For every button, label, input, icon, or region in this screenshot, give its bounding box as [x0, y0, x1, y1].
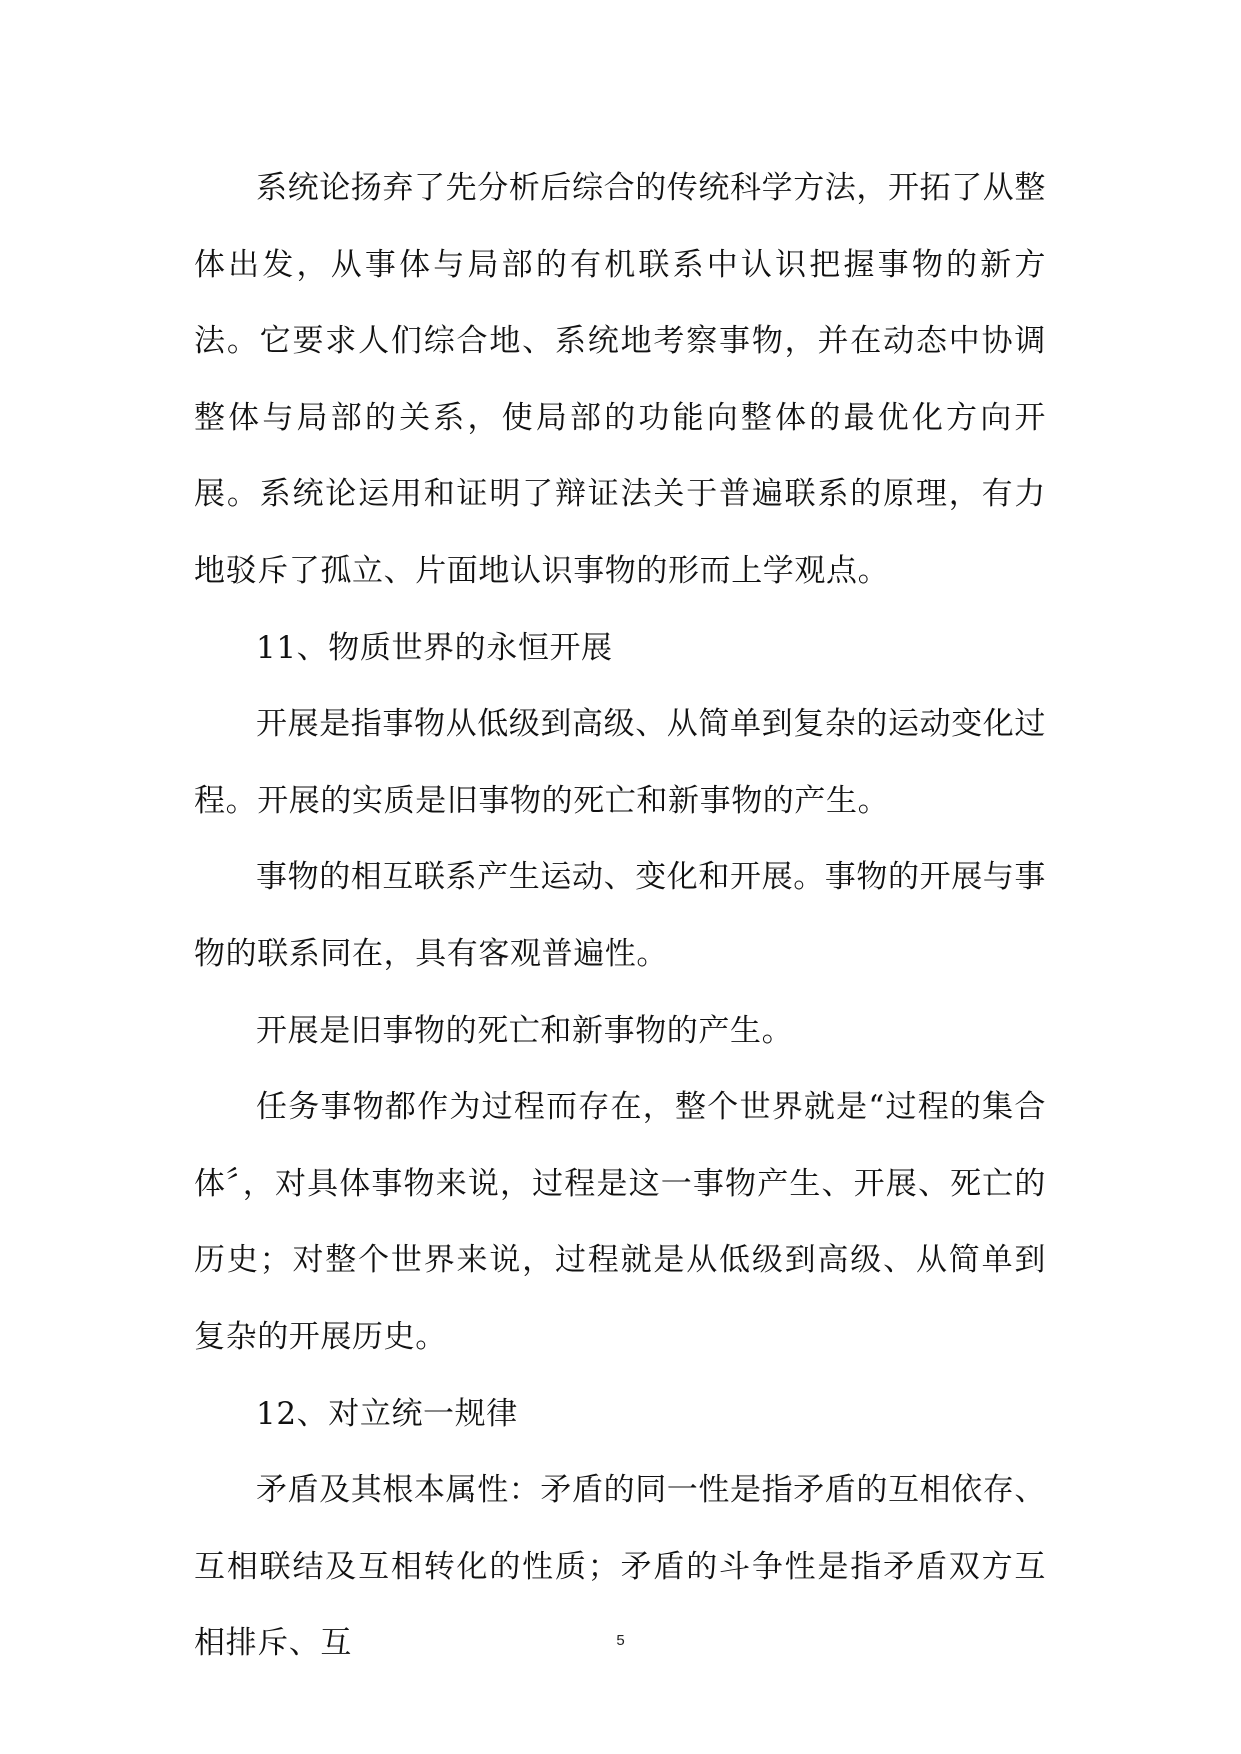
paragraph-process: 任务事物都作为过程而存在，整个世界就是“过程的集合体〞，对具体事物来说，过程是这一事物产生、开展、死亡的历史；对整个世界来说，过程就是从低级到高级、从简单到复杂的开展历史。 — [194, 1089, 1046, 1355]
paragraph-contradiction: 矛盾及其根本属性：矛盾的同一性是指矛盾的互相依存、互相联结及互相转化的性质；矛盾的斗争性是指矛盾双方互相排斥、互 — [194, 1472, 1046, 1662]
page-content — [194, 150, 1046, 1682]
paragraph-development-definition: 开展是指事物从低级到高级、从简单到复杂的运动变化过程。开展的实质是旧事物的死亡和新事物的产生。 — [194, 706, 1046, 819]
section-heading-11: 11、物质世界的永恒开展 — [256, 629, 613, 666]
section-heading-12: 12、对立统一规律 — [256, 1395, 518, 1432]
paragraph-development-connection: 事物的相互联系产生运动、变化和开展。事物的开展与事物的联系同在，具有客观普遍性。 — [194, 859, 1046, 972]
paragraph-development-essence: 开展是旧事物的死亡和新事物的产生。 — [256, 1012, 794, 1049]
page-number: 5 — [616, 1632, 625, 1649]
paragraph-systems-theory: 系统论扬弃了先分析后综合的传统科学方法，开拓了从整体出发，从事体与局部的有机联系中认识把握事物的新方法。它要求人们综合地、系统地考察事物，并在动态中协调整体与局部的关系，使局部的功能向整体的最优化方向开展。系统论运用和证明了辩证法关于普遍联系的原理，有力地驳斥了孤立、片面地认识事物的形而上学观点。 — [194, 170, 1046, 589]
